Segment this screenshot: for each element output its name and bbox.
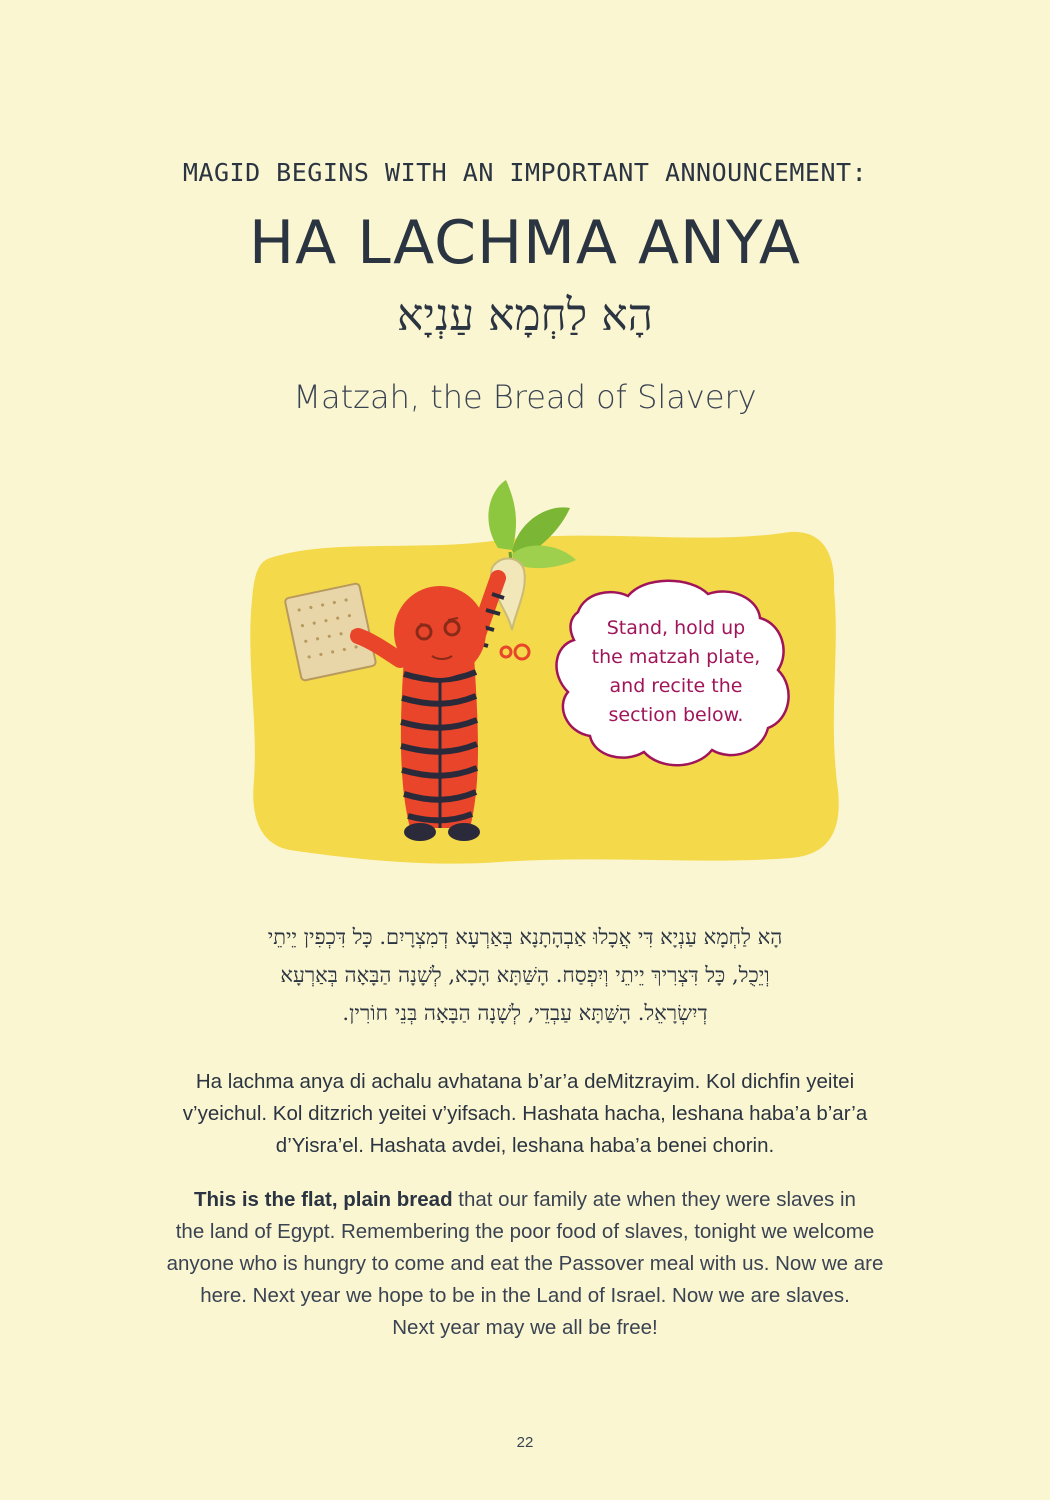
transliteration-line: Ha lachma anya di achalu avhatana b’ar’a deMitzrayim. Kol dichfin yeitei xyxy=(195,1070,855,1093)
page-subtitle: Matzah, the Bread of Slavery xyxy=(293,378,757,416)
translation-line xyxy=(0,1184,1050,1216)
speech-bubble-line: the matzah plate, xyxy=(591,646,761,668)
hebrew-passage xyxy=(140,918,910,1032)
hebrew-title: הָא לַחְמָא עַנְיָא xyxy=(397,290,653,341)
translation-passage xyxy=(0,1184,1050,1344)
speech-bubble-line: section below. xyxy=(608,704,744,726)
hebrew-line: דְיִשְׂרָאֵל. הָשַּׁתָּא עַבְדֵי, לְשָׁנָה הַבָּאָה בְּנֵי חוֹרִין. xyxy=(342,1001,708,1025)
translation-line: here. Next year we hope to be in the Land of Israel. Now we are slaves. xyxy=(200,1284,850,1307)
page-number: 22 xyxy=(516,1434,534,1451)
translation-line-text: that our family ate when they were slaves in xyxy=(452,1188,856,1211)
speech-bubble-line: Stand, hold up xyxy=(606,617,746,639)
transliteration-line: v’yeichul. Kol ditzrich yeitei v’yifsach. Hashata hacha, leshana haba’a b’ar’a xyxy=(182,1102,868,1125)
hebrew-line: וְיֵכֻל, כָּל דִּצְרִיךְ יֵיתֵי וְיִפְסַח. הָשַּׁתָּא הָכָא, לְשָׁנָה הַבָּאָה בְּאַרְעָא xyxy=(280,963,770,987)
speech-bubble-line: and recite the xyxy=(609,675,743,697)
page-title: HA LACHMA ANYA xyxy=(249,208,801,278)
section-kicker: MAGID BEGINS WITH AN IMPORTANT ANNOUNCEMENT: xyxy=(182,158,868,187)
translation-line: Next year may we all be free! xyxy=(392,1316,658,1339)
hebrew-line: הָא לַחְמָא עַנְיָא דִּי אֲכָלוּ אַבְהָתָנָא בְּאַרְעָא דְמִצְרָיִם. כָּל דִּכְפִין יֵיתֵי xyxy=(267,925,783,949)
translation-line: anyone who is hungry to come and eat the Passover meal with us. Now we are xyxy=(166,1252,884,1275)
speech-bubble-text xyxy=(576,614,776,730)
translation-line: the land of Egypt. Remembering the poor food of slaves, tonight we welcome xyxy=(175,1220,875,1243)
transliteration-line: d’Yisra’el. Hashata avdei, leshana haba’a benei chorin. xyxy=(275,1134,775,1157)
translation-bold-lead: This is the flat, plain bread xyxy=(194,1188,453,1211)
transliteration-passage xyxy=(0,1066,1050,1162)
matzah-character-illustration xyxy=(0,460,1050,900)
